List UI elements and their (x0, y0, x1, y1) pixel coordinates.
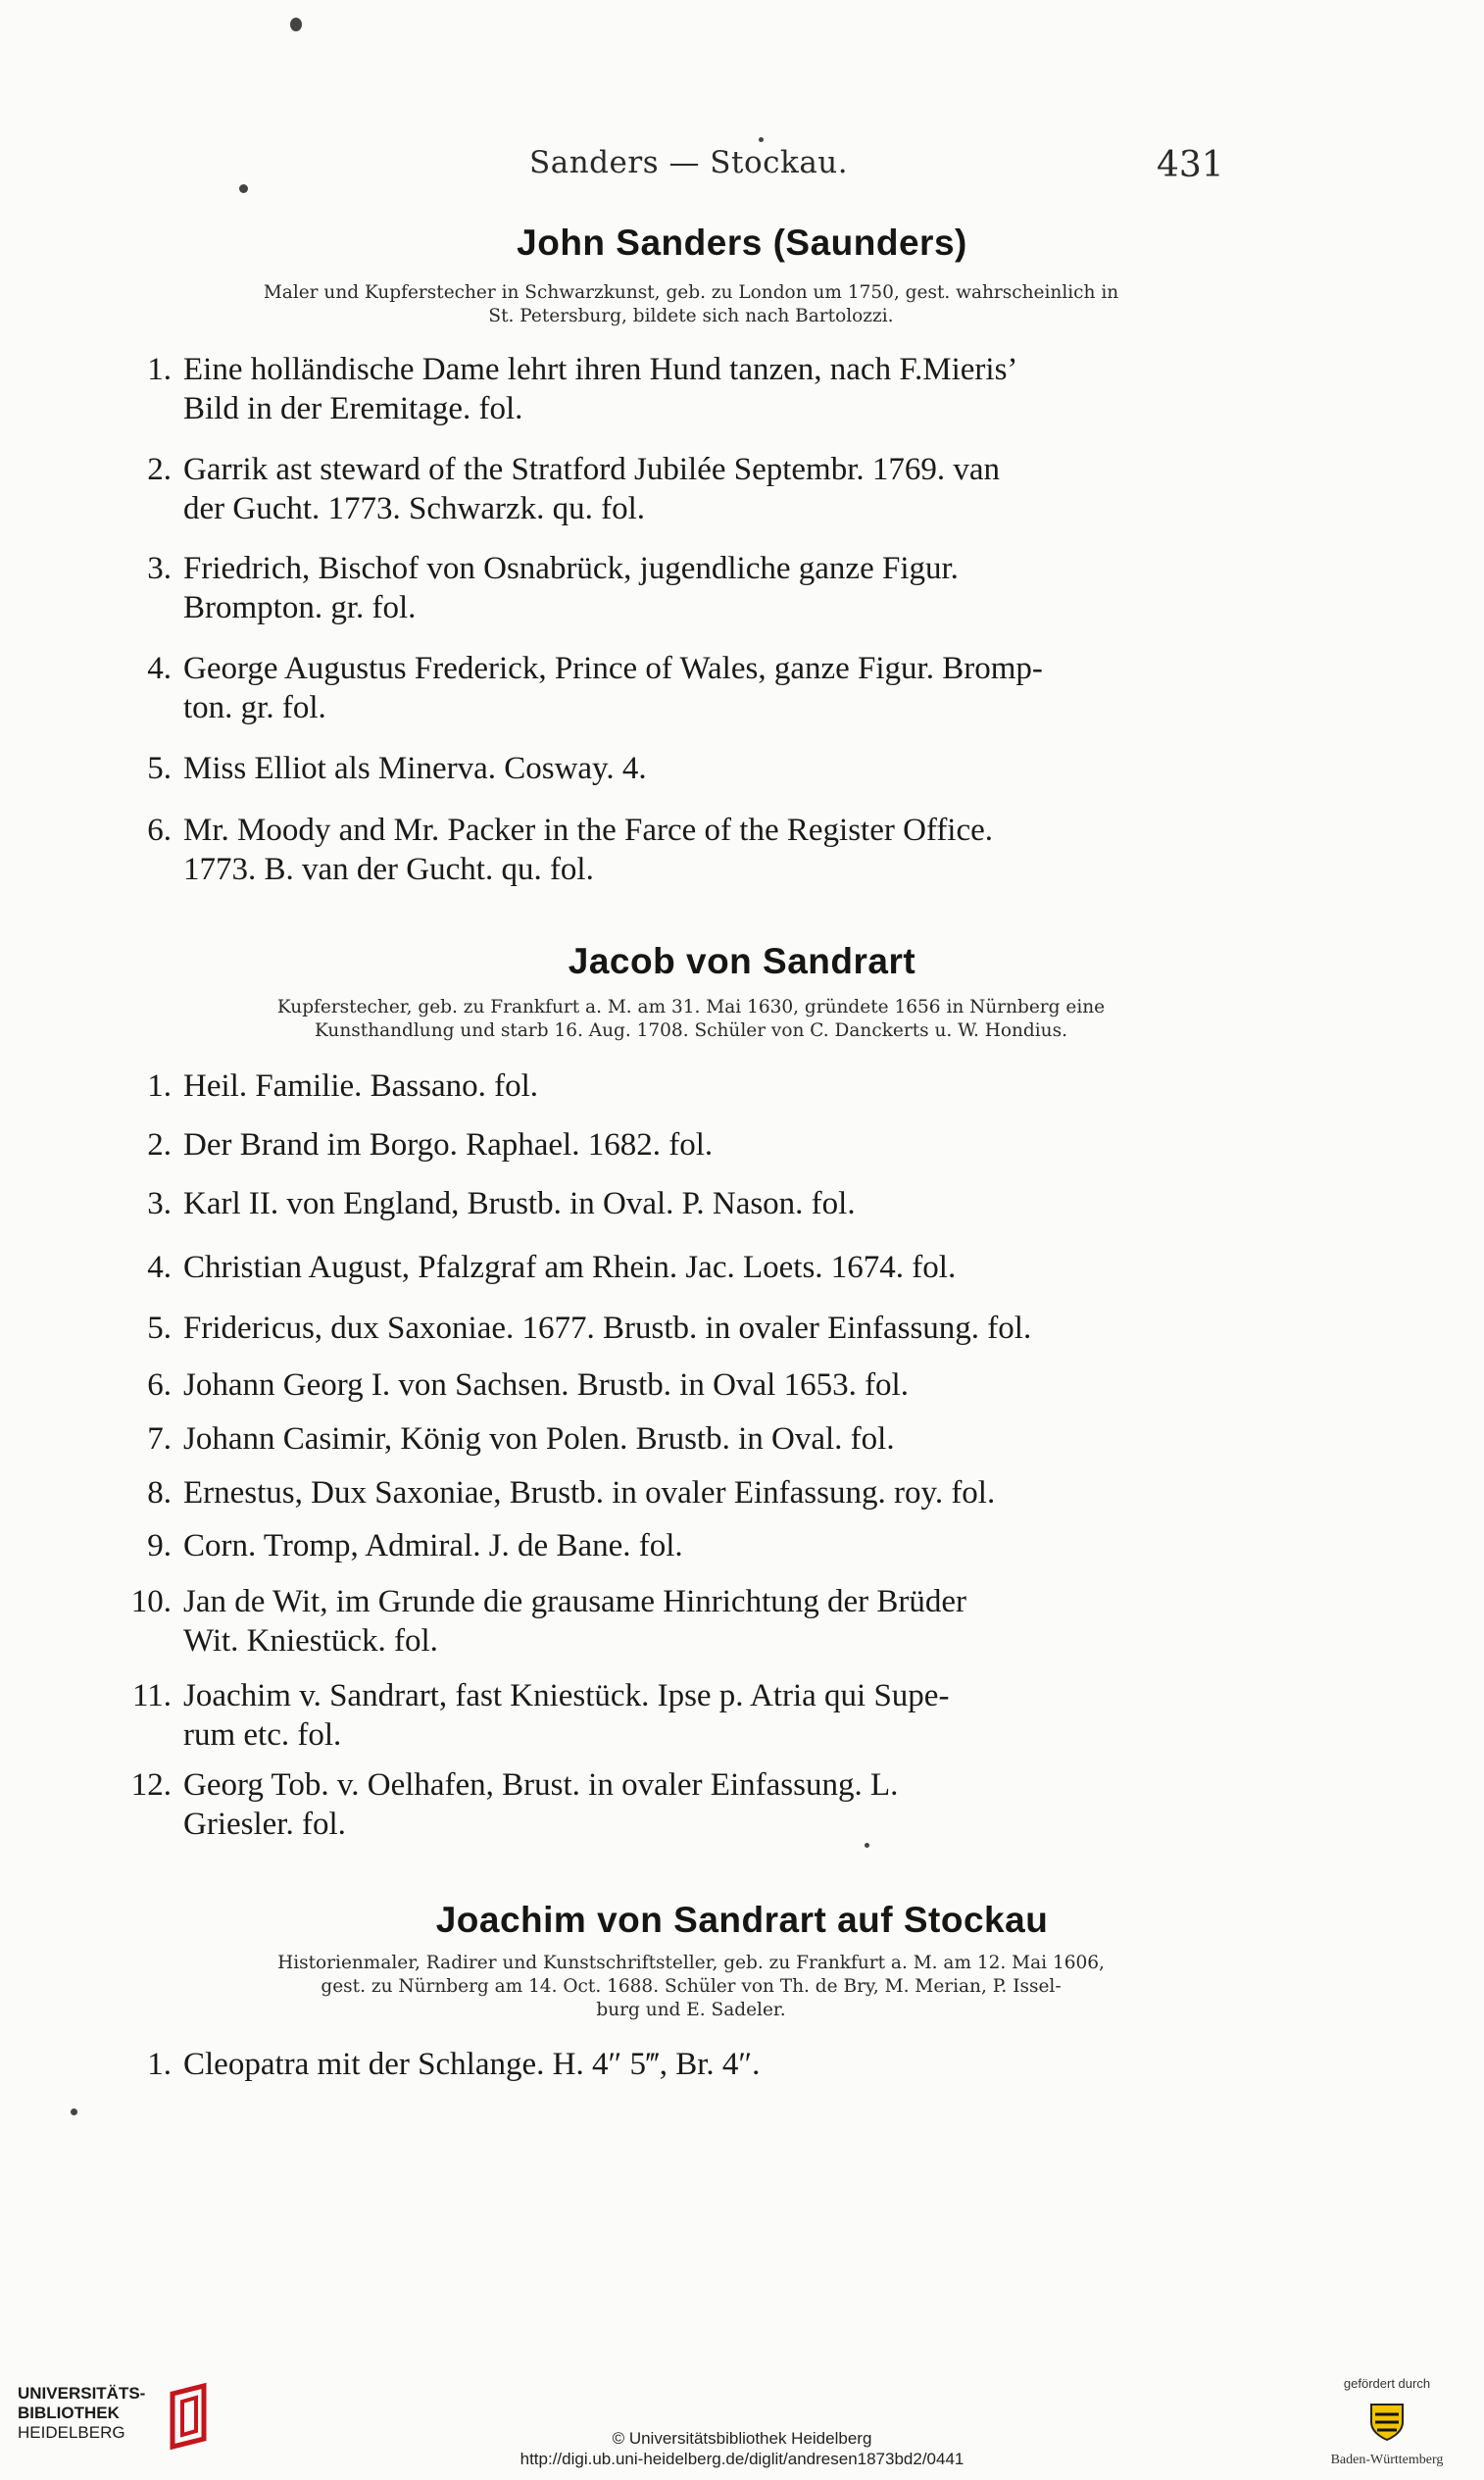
bio-line: gest. zu Nürnberg am 14. Oct. 1688. Schüler von Th. de Bry, M. Merian, P. Issel- (321, 1976, 1062, 1997)
item-number: 7. (147, 1421, 172, 1457)
logo-line: BIBLIOTHEK (18, 2404, 120, 2422)
section-bio-john-sanders (147, 281, 1235, 328)
item-number: 5. (147, 751, 172, 786)
copyright-notice: © Universitätsbibliothek Heidelberg (612, 2429, 872, 2448)
item-number: 6. (147, 813, 172, 848)
item-line: Miss Elliot als Minerva. Cosway. 4. (183, 751, 647, 786)
item-number: 3. (147, 551, 172, 586)
item-line: Eine holländische Dame lehrt ihren Hund tanzen, nach F.Mieris’ (183, 352, 1018, 387)
item-line: Der Brand im Borgo. Raphael. 1682. fol. (183, 1127, 714, 1163)
item-number: 5. (147, 1311, 172, 1346)
item-line: Jan de Wit, im Grunde die grausame Hinrichtung der Brüder (183, 1584, 967, 1619)
list-item (103, 1765, 1230, 1844)
scan-speck (865, 1843, 869, 1848)
running-head-title: Sanders — Stockau. (529, 145, 849, 180)
bio-line: burg und E. Sadeler. (596, 2000, 786, 2020)
list-item (103, 350, 1230, 428)
item-line: Ernestus, Dux Saxoniae, Brustb. in ovaler Einfassung. roy. fol. (183, 1475, 996, 1511)
item-line: 1773. B. van der Gucht. qu. fol. (183, 852, 594, 887)
sponsor-label: gefördert durch (1343, 2376, 1431, 2391)
item-line: ton. gr. fol. (183, 690, 326, 725)
item-line: Cleopatra mit der Schlange. H. 4″ 5‴, Br. 4″. (183, 2047, 761, 2082)
list-item (103, 1419, 1230, 1459)
item-line: Fridericus, dux Saxoniae. 1677. Brustb. in ovaler Einfassung. fol. (183, 1311, 1032, 1346)
item-number: 4. (147, 1250, 172, 1285)
item-number: 10. (130, 1584, 172, 1619)
scan-speck (239, 184, 248, 193)
bio-line: St. Petersburg, bildete sich nach Bartolozzi. (488, 306, 894, 326)
section-bio-joachim-von-sandrart (147, 1952, 1235, 2022)
item-number: 8. (147, 1475, 172, 1511)
bio-line: Kupferstecher, geb. zu Frankfurt a. M. am 31. Mai 1630, gründete 1656 in Nürnberg eine (276, 997, 1106, 1017)
section-heading-jacob-von-sandrart: Jacob von Sandrart (568, 941, 916, 981)
item-line: Mr. Moody and Mr. Packer in the Farce of the Register Office. (183, 813, 994, 848)
item-line: Georg Tob. v. Oelhafen, Brust. in ovaler Einfassung. L. (183, 1767, 899, 1803)
item-line: Friedrich, Bischof von Osnabrück, jugendliche ganze Figur. (183, 551, 959, 586)
list-item (103, 1473, 1230, 1513)
list-item (103, 1248, 1230, 1287)
item-number: 1. (147, 352, 172, 387)
source-url[interactable]: http://digi.ub.uni-heidelberg.de/diglit/andresen1873bd2/0441 (519, 2450, 965, 2468)
bio-line: Maler und Kupferstecher in Schwarzkunst, geb. zu London um 1750, gest. wahrscheinlich in (263, 282, 1119, 303)
item-line: Bild in der Eremitage. fol. (183, 391, 523, 426)
item-line: Garrik ast steward of the Stratford Jubilée Septembr. 1769. van (183, 452, 1001, 487)
list-item (103, 1365, 1230, 1405)
item-line: Joachim v. Sandrart, fast Kniestück. Ipse p. Atria qui Supe- (183, 1678, 950, 1713)
sponsor-block (1299, 2376, 1475, 2468)
bio-line: Kunsthandlung und starb 16. Aug. 1708. Schüler von C. Danckerts u. W. Hondius. (315, 1020, 1067, 1041)
item-number: 3. (147, 1186, 172, 1221)
list-item (103, 649, 1230, 727)
list-item (103, 811, 1230, 889)
list-item (103, 1526, 1230, 1565)
item-line: George Augustus Frederick, Prince of Wales, ganze Figur. Bromp- (183, 651, 1043, 686)
list-item (103, 1125, 1230, 1165)
item-number: 11. (131, 1678, 172, 1713)
section-heading-john-sanders: John Sanders (Saunders) (517, 223, 967, 263)
item-number: 2. (147, 452, 172, 487)
item-number: 1. (147, 2047, 172, 2082)
list-item (103, 749, 1230, 788)
list-item (103, 2045, 1230, 2084)
item-number: 6. (147, 1367, 172, 1403)
list-item (103, 450, 1230, 528)
item-line: Christian August, Pfalzgraf am Rhein. Jac. Loets. 1674. fol. (183, 1250, 957, 1285)
item-line: Griesler. fol. (183, 1807, 346, 1842)
item-line: Wit. Kniestück. fol. (183, 1623, 438, 1659)
coat-of-arms-icon (1365, 2399, 1409, 2444)
scan-speck (71, 2108, 77, 2115)
item-number: 1. (147, 1068, 172, 1104)
bio-line: Historienmaler, Radirer und Kunstschriftsteller, geb. zu Frankfurt a. M. am 12. Mai 1606, (277, 1953, 1105, 1973)
item-number: 12. (130, 1767, 172, 1803)
item-line: Heil. Familie. Bassano. fol. (183, 1068, 539, 1104)
sponsor-name: Baden-Württemberg (1330, 2453, 1444, 2467)
item-line: Karl II. von England, Brustb. in Oval. P. Nason. fol. (183, 1186, 856, 1221)
item-number: 2. (147, 1127, 172, 1163)
section-bio-jacob-von-sandrart (147, 996, 1235, 1043)
item-line: der Gucht. 1773. Schwarzk. qu. fol. (183, 491, 646, 526)
list-item (103, 1066, 1230, 1106)
item-line: Brompton. gr. fol. (183, 590, 417, 625)
item-number: 4. (147, 651, 172, 686)
section-heading-joachim-von-sandrart: Joachim von Sandrart auf Stockau (435, 1900, 1049, 1940)
page-number: 431 (1157, 145, 1224, 185)
item-line: rum etc. fol. (183, 1717, 342, 1753)
list-item (103, 1582, 1230, 1661)
list-item (103, 1184, 1230, 1223)
item-line: Corn. Tromp, Admiral. J. de Bane. fol. (183, 1528, 683, 1563)
item-line: Johann Georg I. von Sachsen. Brustb. in Oval 1653. fol. (183, 1367, 909, 1403)
item-number: 9. (147, 1528, 172, 1563)
scan-speck (290, 18, 302, 31)
list-item (103, 549, 1230, 627)
logo-line: UNIVERSITÄTS- (18, 2384, 146, 2403)
logo-line: HEIDELBERG (18, 2423, 125, 2442)
item-line: Johann Casimir, König von Polen. Brustb. in Oval. fol. (183, 1421, 895, 1457)
list-item (103, 1676, 1230, 1755)
list-item (103, 1309, 1230, 1348)
scan-speck (759, 137, 764, 142)
